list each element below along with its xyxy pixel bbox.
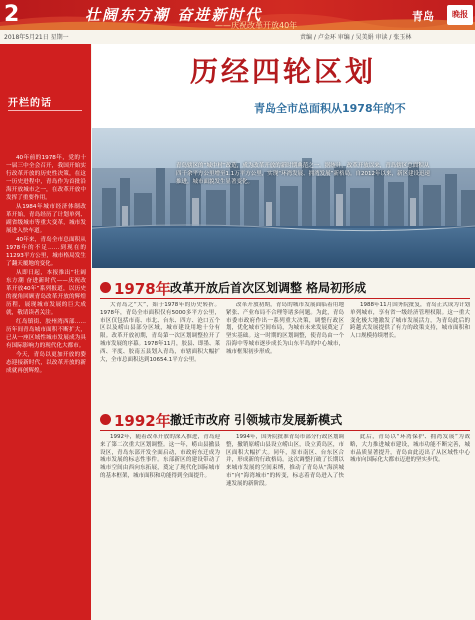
section-bullet-icon xyxy=(100,414,111,425)
editor-credits: 责编 / 卢金环 审编 / 吴美娟 审读 / 张玉林 xyxy=(300,34,412,41)
article-paragraph: 改革开放初期，青岛的城市发展面临着用地紧张、产业布局不合理等诸多问题。为此，青岛市委市政府作出一系列重大决策，调整行政区划，优化城市空间布局，为城市未来发展奠定了坚实基础。这一时期的区划调整，使青岛由一个沿海中等城市逐步成长为山东半岛的中心城市，城市框架初步形成。 xyxy=(226,302,344,355)
section-year: 1978年 xyxy=(114,280,171,298)
sidebar-paragraph: 今天，青岛以更加开放的姿态迎接新时代，以改革开放的新成就再创辉煌。 xyxy=(6,352,86,374)
dateline xyxy=(0,31,475,41)
sidebar-paragraph: 从1984年城市经济体制改革开始，青岛经历了计划单列、副省级城市等重大变革，城市发展进入快车道。 xyxy=(6,204,86,234)
section-1978-heading xyxy=(100,278,470,296)
article-paragraph: 1994年，国务院批准青岛市部分行政区划调整，撤销原崂山县设立崂山区，设立黄岛区，市区面积大幅扩大。同年，原市南区、台东区合并，形成新的行政格局。这次调整打破了长期以来城市发展的空间束缚，推动了青岛从“海滨城市”向“海湾城市”的转变，标志着青岛进入了快速发展的新阶段。 xyxy=(226,434,344,487)
sidebar-paragraph: 红岛镇街、胶州湾西部……历年间青岛城市面积不断扩大，已从一座区域性城市发展成为具有国际影响力的现代化大都市。 xyxy=(6,319,86,349)
photo-caption: 青岛辖区的“城中村”改造，成为改革开放的新时期典范之一。据统计，改革开放以来，青岛辖区总面积从四千余平方公里增至1.1万平方公里，实现“环湾发展、拥湾发展”新格局。自2012年以来，新区建设迅速推进，城市面貌发生显著变化。 xyxy=(176,163,430,185)
article-paragraph: 1988年11月国务院批复，青岛正式成为计划单列城市，享有省一级经济管理权限。这一重大变化极大地激发了城市发展活力，为青岛此后的跨越式发展提供了有力的政策支持，城市面积和人口规模持续增长。 xyxy=(350,302,470,340)
city-aerial-photo xyxy=(92,128,475,268)
section-1992-column-1 xyxy=(100,434,220,618)
sidebar-paragraph: 40年来，青岛全市总面积从1978年的不足……到现在的11293平方公里，城市格局发生了翻天覆地的变化。 xyxy=(6,237,86,267)
section-divider xyxy=(100,298,470,299)
city-skyline-illustration xyxy=(92,128,475,268)
section-title: 撤迁市改府 引领城市发展新模式 xyxy=(170,413,343,427)
headline: 历经四轮区划 xyxy=(190,55,377,88)
section-divider xyxy=(100,430,470,431)
page-banner xyxy=(0,0,475,30)
article-paragraph: 此后，青岛以“环湾保护、拥湾发展”为战略，大力推进城市建设，城市功能不断完善，城市品质显著提升，青岛由此迈出了从区域性中心城市向国际化大都市迈进的坚实步伐。 xyxy=(350,434,470,464)
banner-subtitle: ——庆祝改革开放40年 xyxy=(215,21,298,30)
sidebar-editorial xyxy=(0,44,91,620)
page-number: 2 xyxy=(4,2,20,27)
article-paragraph: 大青岛之“大”，始于1978年的历史转折。1978年，青岛全市面积仅有5000多平方公里，市区仅包括市南、市北、台东、四方、沧口五个区以及崂山县部分区域，城市建设用地十分有限。改革开放初期，青岛第一次区划调整拉开了城市发展的序幕。1978年11月，胶县、即墨、莱西、平度、胶南五县划入青岛，市辖面积大幅扩大，全市总面积达到10654.1平方公里。 xyxy=(100,302,220,363)
brand-name: 青岛 xyxy=(412,10,434,23)
issue-date: 2018年5月21日 星期一 xyxy=(4,34,69,41)
brand-logo: 晚报 xyxy=(447,5,473,25)
section-year: 1992年 xyxy=(114,412,171,430)
sidebar-paragraph: 从即日起，本报推出“壮阔东方潮 奋进新时代——庆祝改革开放40年”系列报道，以历史的视角回顾青岛改革开放的辉煌历程，展现城市发展的巨大成就，敬请读者关注。 xyxy=(6,270,86,316)
sidebar-paragraph: 40年前的1978年，党的十一届三中全会召开，我国开始实行改革开放的历史性决策，在这一历史进程中，青岛作为首批沿海开放城市之一，在改革开放中发挥了重要作用。 xyxy=(6,155,86,201)
sidebar-divider xyxy=(8,110,82,111)
section-1978-column-1 xyxy=(100,302,220,402)
section-title: 改革开放后首次区划调整 格局初形成 xyxy=(170,281,367,295)
section-1978-column-2 xyxy=(226,302,344,402)
section-1978-column-3 xyxy=(350,302,470,402)
sub-headline: 青岛全市总面积从1978年的不 xyxy=(254,102,406,115)
article-paragraph: 1992年，随着改革开放的深入推进，青岛迎来了第二次重大区划调整。这一年，崂山县撤县设区，青岛东部开发全面启动，市政府东迁成为城市发展的标志性事件。东部新区的建设带动了城市空间由西向东拓展，奠定了现代化国际城市的基本框架，城市面积和功能得到全面提升。 xyxy=(100,434,220,479)
section-1992-column-3 xyxy=(350,434,470,618)
sidebar-body xyxy=(6,154,86,376)
section-1992-heading xyxy=(100,410,470,428)
sidebar-title: 开栏的话 xyxy=(8,98,52,109)
section-bullet-icon xyxy=(100,282,111,293)
banner-slogan: 壮阔东方潮 奋进新时代 xyxy=(85,6,263,24)
section-1992-column-2 xyxy=(226,434,344,618)
